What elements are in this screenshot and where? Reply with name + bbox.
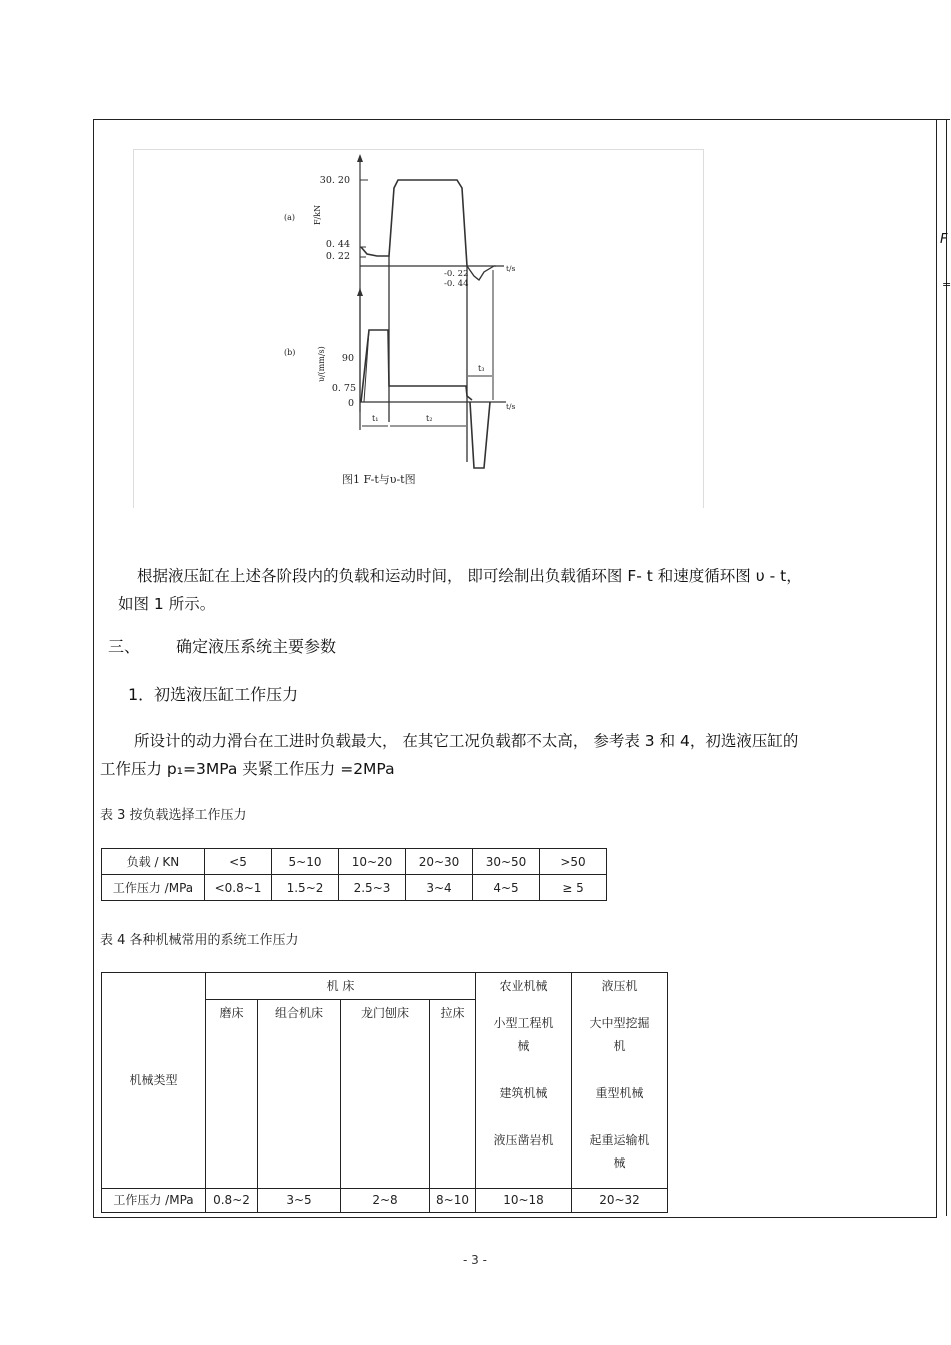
table-cell: 5~10 xyxy=(272,849,339,875)
figure-caption: 图1 F-t与υ-t图 xyxy=(342,473,416,486)
table-cell: 10~20 xyxy=(339,849,406,875)
time-label: t₃ xyxy=(478,364,485,373)
tool-cell: 组合机床 xyxy=(258,1000,341,1189)
page-number: - 3 - xyxy=(463,1253,487,1267)
agri-item: 建筑机械 xyxy=(499,1086,548,1100)
subsection-heading: 1．初选液压缸工作压力 xyxy=(128,685,299,704)
time-label: t₁ xyxy=(372,414,379,423)
table-cell: <0.8~1 xyxy=(205,875,272,901)
table-cell: 4~5 xyxy=(473,875,540,901)
agri-item: 液压凿岩机 xyxy=(493,1133,554,1147)
table-3-caption: 表 3 按负载选择工作压力 xyxy=(100,808,247,823)
press-item: 重型机械 xyxy=(595,1086,644,1100)
table-row xyxy=(102,1189,668,1213)
table-cell: 2.5~3 xyxy=(339,875,406,901)
velocity-return-curve xyxy=(470,402,490,468)
table-row xyxy=(102,875,607,901)
table-cell: 3~5 xyxy=(258,1189,341,1213)
table-cell: 2~8 xyxy=(341,1189,430,1213)
side-fragment: F xyxy=(940,232,948,247)
tool-cell: 拉床 xyxy=(430,1000,476,1189)
figure-1 xyxy=(133,149,704,508)
axis-label: t/s xyxy=(506,402,516,411)
table-4-caption: 表 4 各种机械常用的系统工作压力 xyxy=(100,933,299,948)
tick-label: 90 xyxy=(341,353,354,364)
panel-label: (b) xyxy=(284,348,296,357)
axis-label: F/kN xyxy=(313,204,322,225)
tick-label: 0 xyxy=(347,398,354,409)
right-border-top xyxy=(935,119,950,120)
axis-label: t/s xyxy=(506,264,516,273)
table-row xyxy=(102,973,668,1000)
table-cell: ≥ 5 xyxy=(540,875,607,901)
paragraph-pressure xyxy=(100,727,925,783)
tick-label: 0. 44 xyxy=(325,239,350,250)
press-item: 大中型挖掘机 xyxy=(589,1016,650,1053)
row-label-machine-type: 机械类型 xyxy=(102,973,206,1189)
table-cell: 0.8~2 xyxy=(206,1189,258,1213)
tick-label: 0. 75 xyxy=(331,383,356,394)
section-title: 确定液压系统主要参数 xyxy=(176,637,337,656)
table-4 xyxy=(101,972,668,1213)
time-label: t₂ xyxy=(426,414,433,423)
table-cell: 1.5~2 xyxy=(272,875,339,901)
paragraph-line: 如图 1 所示。 xyxy=(118,595,216,613)
force-y-arrow xyxy=(357,154,363,162)
press-header: 液压机 xyxy=(601,979,638,993)
table-cell: 负载 / KN xyxy=(102,849,205,875)
table-cell: 8~10 xyxy=(430,1189,476,1213)
velocity-curve xyxy=(361,330,472,402)
tool-cell: 龙门刨床 xyxy=(341,1000,430,1189)
table-3 xyxy=(101,848,607,901)
section-number: 三、 xyxy=(108,637,141,656)
agri-item: 小型工程机械 xyxy=(493,1016,554,1053)
paragraph-line: 所设计的动力滑台在工进时负载最大， 在其它工况负载都不太高， 参考表 3 和 4，初选液压缸的 xyxy=(134,732,799,750)
table-cell: 工作压力 /MPa xyxy=(102,875,205,901)
side-fragment: = xyxy=(942,278,951,291)
table-cell: 20~30 xyxy=(406,849,473,875)
tick-label: -0. 22 xyxy=(444,269,469,279)
axis-label: υ/(mm/s) xyxy=(317,346,326,382)
table-cell: 3~4 xyxy=(406,875,473,901)
panel-label: (a) xyxy=(284,213,296,222)
tick-label: -0. 44 xyxy=(444,279,469,289)
table-cell: <5 xyxy=(205,849,272,875)
table-cell: >50 xyxy=(540,849,607,875)
section-heading xyxy=(108,634,336,657)
table-cell: 20~32 xyxy=(572,1189,668,1213)
figure-1-svg xyxy=(134,150,703,508)
tool-cell: 磨床 xyxy=(206,1000,258,1189)
agri-cell xyxy=(476,973,572,1189)
press-item: 起重运输机械 xyxy=(589,1133,650,1170)
table-cell: 30~50 xyxy=(473,849,540,875)
tick-label: 30. 20 xyxy=(319,175,350,186)
paragraph-line: 根据液压缸在上述各阶段内的负载和运动时间， 即可绘制出负载循环图 F- t 和速度循环图 υ - t， xyxy=(137,567,802,585)
table-row xyxy=(102,849,607,875)
row-label-pressure: 工作压力 /MPa xyxy=(102,1189,206,1213)
paragraph-line: 工作压力 p₁=3MPa 夹紧工作压力 =2MPa xyxy=(100,760,395,778)
press-cell xyxy=(572,973,668,1189)
force-curve xyxy=(361,180,467,266)
force-return-curve xyxy=(467,266,496,280)
velocity-y-arrow xyxy=(357,288,363,296)
table-cell: 10~18 xyxy=(476,1189,572,1213)
agri-header: 农业机械 xyxy=(499,979,548,993)
paragraph-load-cycle xyxy=(100,562,925,618)
machine-tool-header: 机 床 xyxy=(206,973,476,1000)
tick-label: 0. 22 xyxy=(325,251,350,262)
